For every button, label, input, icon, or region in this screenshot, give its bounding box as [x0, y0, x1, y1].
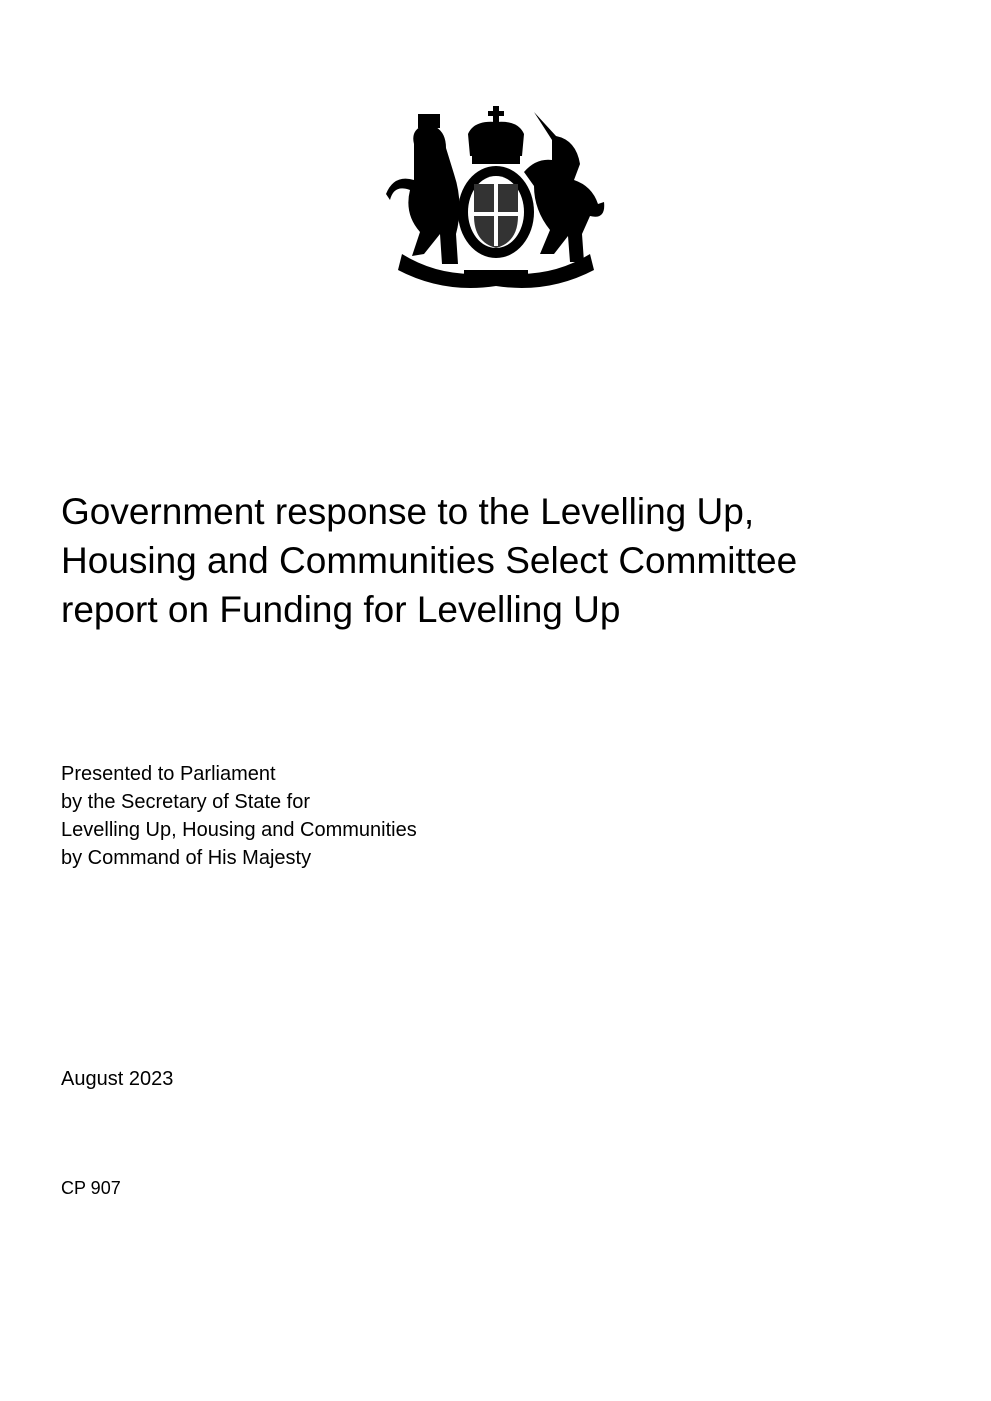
command-paper-number: CP 907: [61, 1178, 121, 1198]
title-line: report on Funding for Levelling Up: [61, 589, 621, 630]
document-title: [61, 487, 797, 634]
title-line: Government response to the Levelling Up,: [61, 491, 755, 532]
presented-line: Presented to Parliament: [61, 763, 276, 785]
presented-line: Levelling Up, Housing and Communities: [61, 819, 417, 841]
presented-to-parliament: [61, 760, 417, 872]
presented-line: by the Secretary of State for: [61, 791, 311, 813]
presented-line: by Command of His Majesty: [61, 847, 312, 869]
royal-coat-of-arms-logo: [384, 104, 608, 288]
title-line: Housing and Communities Select Committee: [61, 540, 798, 581]
publication-date: August 2023: [61, 1068, 174, 1090]
